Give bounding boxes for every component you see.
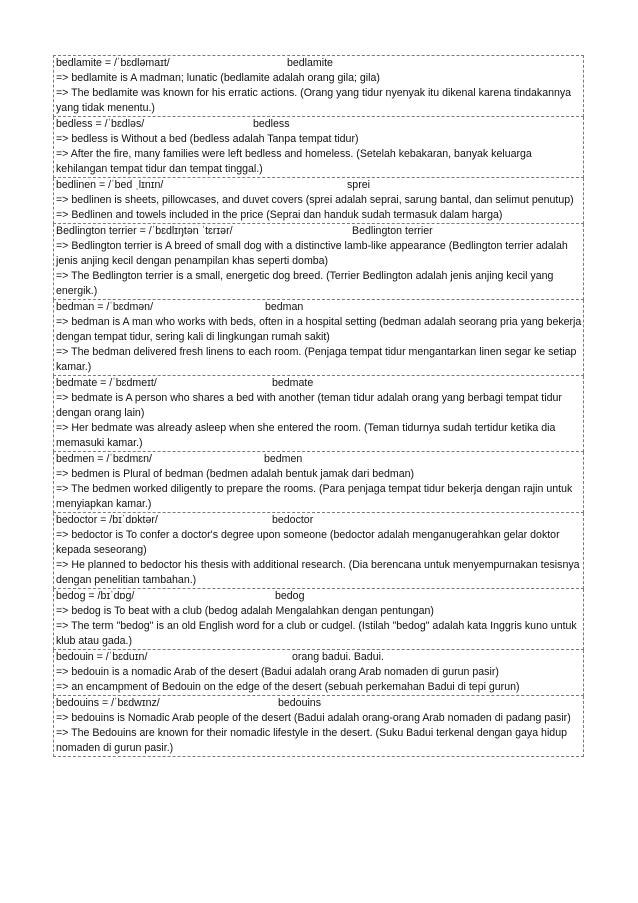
dictionary-entry: [53, 178, 584, 224]
entry-headline: [56, 696, 583, 711]
entry-definition: => bedog is To beat with a club (bedog adalah Mengalahkan dengan pentungan): [56, 605, 434, 617]
entry-definition: => Bedlington terrier is A breed of small dog with a distinctive lamb-like appearance (Bedlington terrier adalah jenis anjing kecil dengan penampilan khas seperti domba): [56, 240, 568, 267]
entry-headline: [56, 513, 583, 528]
headword-pronunciation: bedouins = /ˈbɛdwɪnz/: [56, 697, 160, 709]
entry-definition: => bedlamite is A madman; lunatic (bedlamite adalah orang gila; gila): [56, 72, 380, 84]
entry-example: => The bedlamite was known for his erratic actions. (Orang yang tidur nyenyak itu dikenal karena tindakannya yang tidak menentu.): [56, 87, 572, 114]
headword-translation: bedouins: [278, 697, 322, 709]
dictionary-entry: [53, 650, 584, 696]
headword-translation: bedman: [265, 301, 304, 313]
entry-example: => The bedmen worked diligently to prepare the rooms. (Para penjaga tempat tidur bekerja dengan rajin untuk menyiapkan kamar.): [56, 483, 573, 510]
headword-translation: bedog: [275, 590, 305, 602]
headword-pronunciation: Bedlington terrier = /ˈbɛdlɪŋtən ˈtɛrɪər/: [56, 225, 233, 237]
headword-pronunciation: bedmen = /ˈbɛdmɛn/: [56, 453, 152, 465]
entry-example: => He planned to bedoctor his thesis with additional research. (Dia berencana untuk menyempurnakan tesisnya dengan penelitian tambahan.): [56, 559, 580, 586]
entry-definition: => bedouins is Nomadic Arab people of the desert (Badui adalah orang-orang Arab nomaden di padang pasir): [56, 712, 571, 724]
entry-example: => an encampment of Bedouin on the edge of the desert (sebuah perkemahan Badui di tepi gurun): [56, 681, 520, 693]
headword-translation: bedless: [253, 118, 290, 130]
entry-example: => Bedlinen and towels included in the price (Seprai dan handuk sudah termasuk dalam harga): [56, 209, 503, 221]
dictionary-entry: [53, 55, 584, 117]
entry-headline: [56, 589, 583, 604]
headword-pronunciation: bedouin = /ˈbɛduɪn/: [56, 651, 148, 663]
dictionary-entry: [53, 513, 584, 589]
headword-pronunciation: bedman = /ˈbɛdmən/: [56, 301, 154, 313]
headword-translation: bedmate: [272, 377, 314, 389]
headword-pronunciation: bedoctor = /bɪˈdɒktər/: [56, 514, 158, 526]
headword-pronunciation: bedog = /bɪˈdɒɡ/: [56, 590, 135, 602]
headword-pronunciation: bedless = /ˈbɛdləs/: [56, 118, 145, 130]
entry-headline: [56, 117, 583, 132]
headword-translation: bedoctor: [272, 514, 314, 526]
headword-translation: bedmen: [264, 453, 303, 465]
entry-example: => The term "bedog" is an old English word for a club or cudgel. (Istilah "bedog" adalah kata Inggris kuno untuk klub atau gada.): [56, 620, 577, 647]
entry-headline: [56, 56, 583, 71]
headword-translation: sprei: [347, 179, 370, 191]
entry-example: => The Bedlington terrier is a small, energetic dog breed. (Terrier Bedlington adalah jenis anjing kecil yang energik.): [56, 270, 554, 297]
entry-headline: [56, 224, 583, 239]
entry-example: => The bedman delivered fresh linens to each room. (Penjaga tempat tidur mengantarkan linen segar ke setiap kamar.): [56, 346, 577, 373]
dictionary-entry: [53, 224, 584, 300]
entry-headline: [56, 376, 583, 391]
entry-example: => After the fire, many families were left bedless and homeless. (Setelah kebakaran, banyak keluarga kehilangan tempat tidur dan tempat tinggal.): [56, 148, 532, 175]
entry-definition: => bedman is A man who works with beds, often in a hospital setting (bedman adalah seorang pria yang bekerja dengan tempat tidur, sering kali di lingkungan rumah sakit): [56, 316, 582, 343]
headword-pronunciation: bedmate = /ˈbɛdmeɪt/: [56, 377, 157, 389]
entry-headline: [56, 178, 583, 193]
dictionary-entry: [53, 696, 584, 757]
entry-headline: [56, 452, 583, 467]
entry-definition: => bedoctor is To confer a doctor's degree upon someone (bedoctor adalah menganugerahkan gelar doktor kepada seseorang): [56, 529, 560, 556]
entry-definition: => bedless is Without a bed (bedless adalah Tanpa tempat tidur): [56, 133, 359, 145]
headword-translation: Bedlington terrier: [352, 225, 433, 237]
entry-example: => Her bedmate was already asleep when she entered the room. (Teman tidurnya sudah tertidur ketika dia memasuki kamar.): [56, 422, 556, 449]
entry-example: => The Bedouins are known for their nomadic lifestyle in the desert. (Suku Badui terkenal dengan gaya hidup nomaden di gurun pasir.): [56, 727, 567, 754]
entry-definition: => bedmate is A person who shares a bed with another (teman tidur adalah orang yang berbagi tempat tidur dengan orang lain): [56, 392, 562, 419]
entry-headline: [56, 650, 583, 665]
entry-headline: [56, 300, 583, 315]
dictionary-entry: [53, 452, 584, 513]
headword-pronunciation: bedlamite = /ˈbɛdləmaɪt/: [56, 57, 170, 69]
entry-definition: => bedmen is Plural of bedman (bedmen adalah bentuk jamak dari bedman): [56, 468, 415, 480]
headword-translation: bedlamite: [287, 57, 333, 69]
headword-translation: orang badui. Badui.: [292, 651, 384, 663]
dictionary-entry: [53, 376, 584, 452]
dictionary-entry: [53, 300, 584, 376]
entry-definition: => bedlinen is sheets, pillowcases, and duvet covers (sprei adalah seprai, sarung bantal, dan selimut penutup): [56, 194, 574, 206]
dictionary-entry: [53, 589, 584, 650]
entry-definition: => bedouin is a nomadic Arab of the desert (Badui adalah orang Arab nomaden di gurun pasir): [56, 666, 499, 678]
headword-pronunciation: bedlinen = /ˈbed ˌlɪnɪn/: [56, 179, 164, 191]
dictionary-sheet: [53, 55, 584, 757]
dictionary-entry: [53, 117, 584, 178]
